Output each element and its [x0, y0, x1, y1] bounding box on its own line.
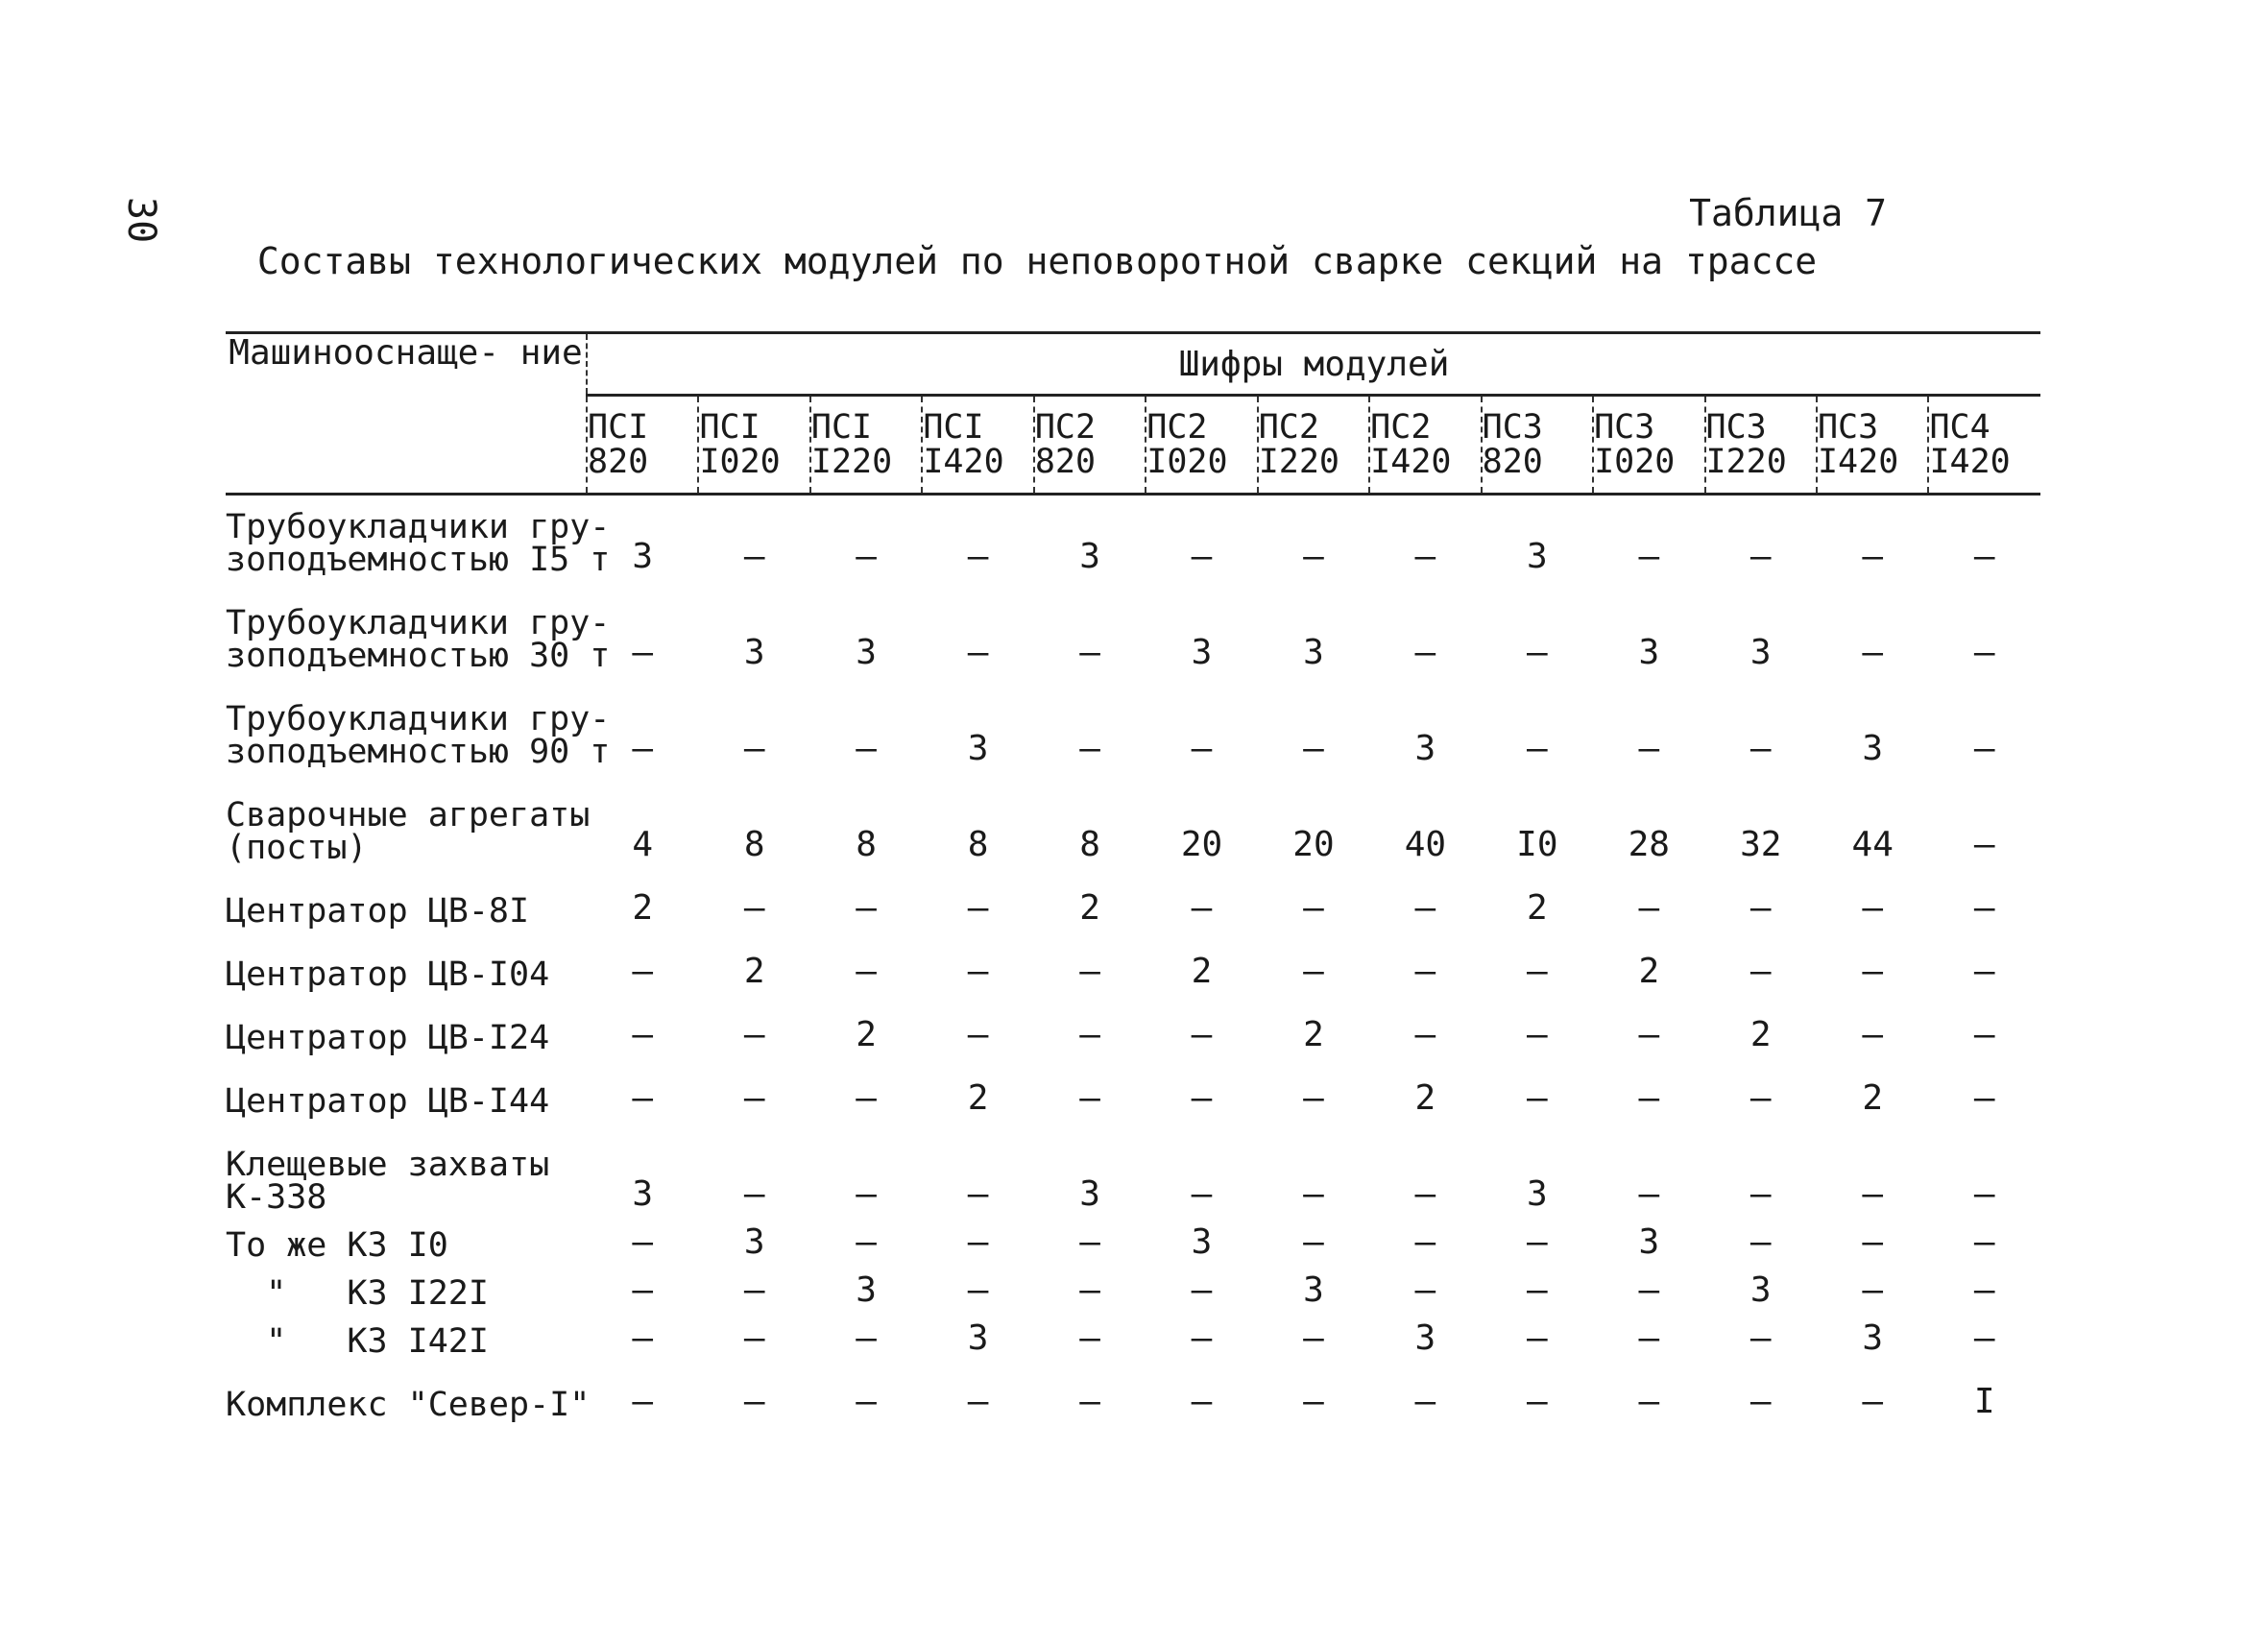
table-cell: I	[1973, 1382, 1995, 1421]
header-code-1	[698, 396, 809, 495]
table-cell: –	[1638, 1318, 1660, 1358]
header-code-line: ПС2	[1258, 408, 1319, 447]
table-cell: –	[1191, 1078, 1213, 1118]
table-cell: –	[1638, 729, 1660, 768]
table-cell: –	[632, 1015, 654, 1054]
table-cell: –	[967, 1222, 989, 1262]
table-cell: –	[856, 952, 877, 991]
table-row	[226, 768, 2040, 864]
row-label	[226, 1054, 587, 1121]
table-cell: 2	[1079, 888, 1100, 928]
table-cell: –	[1973, 1174, 1995, 1214]
table-cell: –	[1191, 1382, 1213, 1421]
table-cell: 3	[743, 633, 765, 672]
header-equipment: Машинооснаще- ние	[226, 333, 587, 495]
table-cell: –	[1527, 1222, 1548, 1262]
row-label	[226, 1118, 587, 1217]
header-code-line: ПС3	[1482, 408, 1543, 447]
table-cell: –	[1527, 729, 1548, 768]
header-code-line: ПС2	[1034, 408, 1097, 447]
header-code-10	[1705, 396, 1817, 495]
table-cell: –	[1191, 888, 1213, 928]
row-label	[226, 576, 611, 675]
table-cell: –	[1303, 888, 1324, 928]
table-cell: –	[1749, 1174, 1772, 1214]
table-cell: –	[1862, 1382, 1884, 1421]
header-code-line: ПСI	[923, 408, 984, 447]
header-code-line: I020	[1146, 443, 1228, 481]
header-code-line: ПС2	[1146, 408, 1208, 447]
table-cell: –	[1527, 1382, 1548, 1421]
table-cell: –	[1079, 1078, 1100, 1118]
table-cell: –	[1862, 633, 1884, 672]
row-label	[226, 1310, 587, 1361]
header-code-line: I020	[699, 443, 781, 481]
header-code-2	[810, 396, 922, 495]
table-cell: –	[1303, 537, 1324, 576]
table-row	[226, 928, 2040, 991]
table-cell: 2	[632, 888, 654, 928]
table-cell: –	[632, 1270, 654, 1310]
table-cell: –	[1414, 1222, 1436, 1262]
header-code-line: 820	[1034, 443, 1097, 481]
table-cell: –	[1079, 729, 1100, 768]
row-label-line: Центратор ЦВ-8I	[226, 892, 530, 931]
table-cell: –	[1749, 952, 1772, 991]
table-cell: –	[856, 1174, 877, 1214]
table-cell: –	[1973, 1270, 1995, 1310]
page-number: 30	[119, 197, 163, 244]
table-cell: –	[1638, 1270, 1660, 1310]
table-cell: 28	[1628, 825, 1670, 864]
header-code-line: I220	[1705, 443, 1787, 481]
header-code-8	[1482, 396, 1593, 495]
table-cell: –	[1973, 952, 1995, 991]
table-cell: –	[1191, 1318, 1213, 1358]
table-cell: –	[1414, 633, 1436, 672]
table-cell: –	[1973, 1222, 1995, 1262]
table-cell: 2	[967, 1078, 989, 1118]
table-cell: 2	[1414, 1078, 1436, 1118]
table-cell: –	[967, 537, 989, 576]
table-cell: 3	[856, 633, 877, 672]
table-cell: –	[856, 729, 877, 768]
table-cell: –	[1973, 888, 1995, 928]
table-cell: –	[743, 537, 765, 576]
table-cell: 3	[1303, 633, 1324, 672]
header-code-12	[1928, 396, 2040, 495]
header-code-line: ПС3	[1705, 408, 1767, 447]
row-label	[226, 928, 587, 994]
row-label	[226, 864, 587, 931]
row-label-line: То же КЗ I0	[226, 1226, 448, 1265]
table-cell: –	[856, 1382, 877, 1421]
table-cell: –	[743, 888, 765, 928]
header-code-line: ПС3	[1594, 408, 1655, 447]
table-cell: –	[743, 729, 765, 768]
table-cell: –	[1414, 1174, 1436, 1214]
table-cell: 8	[967, 825, 989, 864]
table-cell: 4	[632, 825, 654, 864]
table-cell: –	[1638, 537, 1660, 576]
row-label	[226, 1262, 587, 1313]
table-cell: –	[1414, 1270, 1436, 1310]
table-cell: –	[1191, 1015, 1213, 1054]
table-cell: –	[1414, 952, 1436, 991]
table-cell: –	[1414, 1015, 1436, 1054]
table-cell: –	[1414, 888, 1436, 928]
table-row	[226, 495, 2040, 577]
table-cell: 20	[1292, 825, 1335, 864]
table-cell: –	[1638, 1174, 1660, 1214]
table-row	[226, 1358, 2040, 1421]
table-cell: –	[1638, 1015, 1660, 1054]
table-cell: 2	[1749, 1015, 1772, 1054]
table-row	[226, 991, 2040, 1054]
table-cell: –	[1414, 1382, 1436, 1421]
header-code-5	[1146, 396, 1257, 495]
header-code-line: ПС2	[1370, 408, 1432, 447]
table-cell: 2	[1527, 888, 1548, 928]
table-cell: 3	[1862, 1318, 1884, 1358]
header-code-line: I420	[1929, 443, 2011, 481]
row-label-line: Трубоукладчики гру-	[226, 700, 611, 738]
table-cell: 3	[1749, 633, 1772, 672]
table-cell: –	[632, 1382, 654, 1421]
table-cell: 3	[1191, 1222, 1213, 1262]
table-cell: –	[1862, 1174, 1884, 1214]
table-cell: –	[856, 888, 877, 928]
table-cell: 3	[967, 729, 989, 768]
document-title: Составы технологических модулей по неповоротной сварке секций на трассе	[256, 240, 1818, 282]
header-code-line: I420	[1817, 443, 1899, 481]
table-cell: 3	[1527, 1174, 1548, 1214]
header-code-line: ПС4	[1929, 408, 1991, 447]
table-cell: 3	[1638, 1222, 1660, 1262]
header-code-line: I220	[810, 443, 893, 481]
table-row	[226, 576, 2040, 672]
table-cell: –	[1079, 1015, 1100, 1054]
table-cell: –	[1749, 537, 1772, 576]
table-cell: 8	[1079, 825, 1100, 864]
row-label-line: Комплекс "Север-I"	[226, 1386, 591, 1424]
table-cell: –	[856, 537, 877, 576]
row-label-line: " КЗ I22I	[226, 1274, 489, 1313]
table-cell: –	[967, 1270, 989, 1310]
table-row	[226, 1262, 2040, 1310]
table-cell: 32	[1740, 825, 1782, 864]
table-cell: –	[1973, 1015, 1995, 1054]
table-cell: 2	[1638, 952, 1660, 991]
header-code-line: ПС3	[1817, 408, 1879, 447]
table-cell: –	[1303, 1222, 1324, 1262]
table-cell: –	[967, 1015, 989, 1054]
table-cell: –	[967, 952, 989, 991]
row-label-line: Клещевые захваты	[226, 1146, 550, 1184]
table-cell: –	[1862, 952, 1884, 991]
table-cell: 2	[1303, 1015, 1324, 1054]
table-cell: –	[1973, 1318, 1995, 1358]
table-row	[226, 1118, 2040, 1214]
table-cell: I0	[1516, 825, 1558, 864]
table-cell: 3	[1749, 1270, 1772, 1310]
table-cell: –	[1638, 1382, 1660, 1421]
row-label-line: зоподъемностью I5 т	[226, 541, 611, 579]
table-cell: –	[1191, 729, 1213, 768]
table-cell: –	[1303, 1078, 1324, 1118]
table-cell: –	[743, 1270, 765, 1310]
table-cell: 2	[1191, 952, 1213, 991]
header-code-7	[1369, 396, 1481, 495]
header-code-line: I220	[1258, 443, 1340, 481]
row-label	[226, 672, 611, 771]
table-cell: –	[967, 888, 989, 928]
table-label: Таблица 7	[1689, 192, 1887, 234]
row-label	[226, 768, 591, 867]
table-cell: 3	[632, 1174, 654, 1214]
table-cell: 3	[743, 1222, 765, 1262]
table-cell: –	[1749, 1222, 1772, 1262]
table-row	[226, 864, 2040, 928]
table-cell: –	[1191, 1174, 1213, 1214]
table-row	[226, 1054, 2040, 1118]
table-cell: –	[1079, 1382, 1100, 1421]
table-cell: –	[856, 1222, 877, 1262]
table-cell: 2	[1862, 1078, 1884, 1118]
table-cell: –	[632, 1222, 654, 1262]
table-cell: –	[743, 1382, 765, 1421]
table-cell: 3	[1414, 729, 1436, 768]
table-cell: –	[856, 1318, 877, 1358]
header-code-line: ПСI	[588, 408, 649, 447]
table-cell: –	[743, 1015, 765, 1054]
table-cell: –	[1862, 1270, 1884, 1310]
table-cell: –	[1303, 729, 1324, 768]
table-cell: 8	[856, 825, 877, 864]
table-cell: –	[1303, 952, 1324, 991]
row-label	[226, 1358, 591, 1424]
row-label-line: Трубоукладчики гру-	[226, 604, 611, 642]
table-cell: –	[1973, 729, 1995, 768]
header-code-line: 820	[588, 443, 649, 481]
table-cell: 40	[1404, 825, 1447, 864]
table-cell: –	[1862, 537, 1884, 576]
table-cell: –	[1303, 1174, 1324, 1214]
table-cell: –	[1079, 1270, 1100, 1310]
table-cell: 3	[632, 537, 654, 576]
row-label-line: К-338	[226, 1178, 327, 1217]
header-code-0	[587, 396, 698, 495]
table-cell: –	[856, 1078, 877, 1118]
table-cell: –	[967, 1174, 989, 1214]
table-cell: –	[1527, 633, 1548, 672]
table-cell: –	[1191, 1270, 1213, 1310]
table-cell: –	[1079, 1318, 1100, 1358]
header-code-line: I420	[923, 443, 1004, 481]
table-cell: –	[743, 1078, 765, 1118]
table-cell: –	[632, 952, 654, 991]
table-cell: –	[1749, 1382, 1772, 1421]
table-cell: –	[743, 1174, 765, 1214]
table-cell: –	[1973, 537, 1995, 576]
row-label	[226, 991, 587, 1057]
table-cell: –	[1638, 1078, 1660, 1118]
table-cell: 20	[1180, 825, 1223, 864]
table-cell: –	[632, 1078, 654, 1118]
row-label	[226, 495, 611, 579]
table-cell: –	[632, 729, 654, 768]
header-code-line: ПСI	[810, 408, 873, 447]
table-cell: 3	[1079, 537, 1100, 576]
table-cell: –	[1527, 1078, 1548, 1118]
table-cell: –	[1079, 633, 1100, 672]
table-cell: –	[1527, 952, 1548, 991]
header-module-codes: Шифры модулей	[587, 333, 2040, 396]
table-cell: 3	[856, 1270, 877, 1310]
table-cell: –	[1638, 888, 1660, 928]
table-cell: –	[1749, 1078, 1772, 1118]
table-cell: 3	[1079, 1174, 1100, 1214]
table-cell: –	[1079, 952, 1100, 991]
table-cell: 3	[1638, 633, 1660, 672]
header-code-line: ПСI	[699, 408, 760, 447]
table-cell: –	[1973, 1078, 1995, 1118]
header-code-4	[1034, 396, 1146, 495]
table-cell: –	[1862, 888, 1884, 928]
table-cell: –	[1414, 537, 1436, 576]
table-cell: 3	[1862, 729, 1884, 768]
table-cell: –	[1079, 1222, 1100, 1262]
header-code-11	[1817, 396, 1928, 495]
table-cell: 3	[1191, 633, 1213, 672]
table-cell: –	[967, 1382, 989, 1421]
table-cell: –	[1527, 1270, 1548, 1310]
table-cell: 44	[1851, 825, 1894, 864]
table-row	[226, 1214, 2040, 1262]
row-label	[226, 1214, 587, 1265]
table-cell: –	[632, 633, 654, 672]
table-cell: 8	[743, 825, 765, 864]
header-code-3	[922, 396, 1033, 495]
row-label-line: зоподъемностью 90 т	[226, 733, 611, 771]
table-cell: –	[1191, 537, 1213, 576]
header-code-line: 820	[1482, 443, 1543, 481]
row-label-line: зоподъемностью 30 т	[226, 637, 611, 675]
row-label-line: Сварочные агрегаты	[226, 796, 591, 834]
table-cell: –	[1862, 1222, 1884, 1262]
row-label-line: " КЗ I42I	[226, 1322, 489, 1361]
header-code-line: I020	[1594, 443, 1676, 481]
table-cell: –	[1527, 1318, 1548, 1358]
table-cell: –	[1749, 1318, 1772, 1358]
row-label-line: Центратор ЦВ-I04	[226, 955, 550, 994]
table-cell: 2	[856, 1015, 877, 1054]
table-cell: –	[1749, 729, 1772, 768]
row-label-line: (посты)	[226, 829, 368, 867]
table-cell: 3	[1527, 537, 1548, 576]
row-label-line: Трубоукладчики гру-	[226, 508, 611, 546]
table-cell: 3	[967, 1318, 989, 1358]
table-row	[226, 1310, 2040, 1358]
table-cell: 3	[1303, 1270, 1324, 1310]
row-label-line: Центратор ЦВ-I44	[226, 1082, 550, 1121]
table-cell: –	[1749, 888, 1772, 928]
table-cell: 3	[1414, 1318, 1436, 1358]
header-code-6	[1258, 396, 1369, 495]
table-cell: –	[1527, 1015, 1548, 1054]
table-cell: –	[743, 1318, 765, 1358]
table-cell: –	[1973, 825, 1995, 864]
table-row	[226, 672, 2040, 768]
table-cell: –	[1303, 1382, 1324, 1421]
table-cell: –	[967, 633, 989, 672]
table-cell: –	[632, 1318, 654, 1358]
header-code-line: I420	[1370, 443, 1452, 481]
header-code-9	[1593, 396, 1704, 495]
table-cell: –	[1303, 1318, 1324, 1358]
table-cell: –	[1862, 1015, 1884, 1054]
row-label-line: Центратор ЦВ-I24	[226, 1019, 550, 1057]
table-cell: –	[1973, 633, 1995, 672]
modules-table	[226, 331, 2040, 1424]
table-cell: 2	[743, 952, 765, 991]
